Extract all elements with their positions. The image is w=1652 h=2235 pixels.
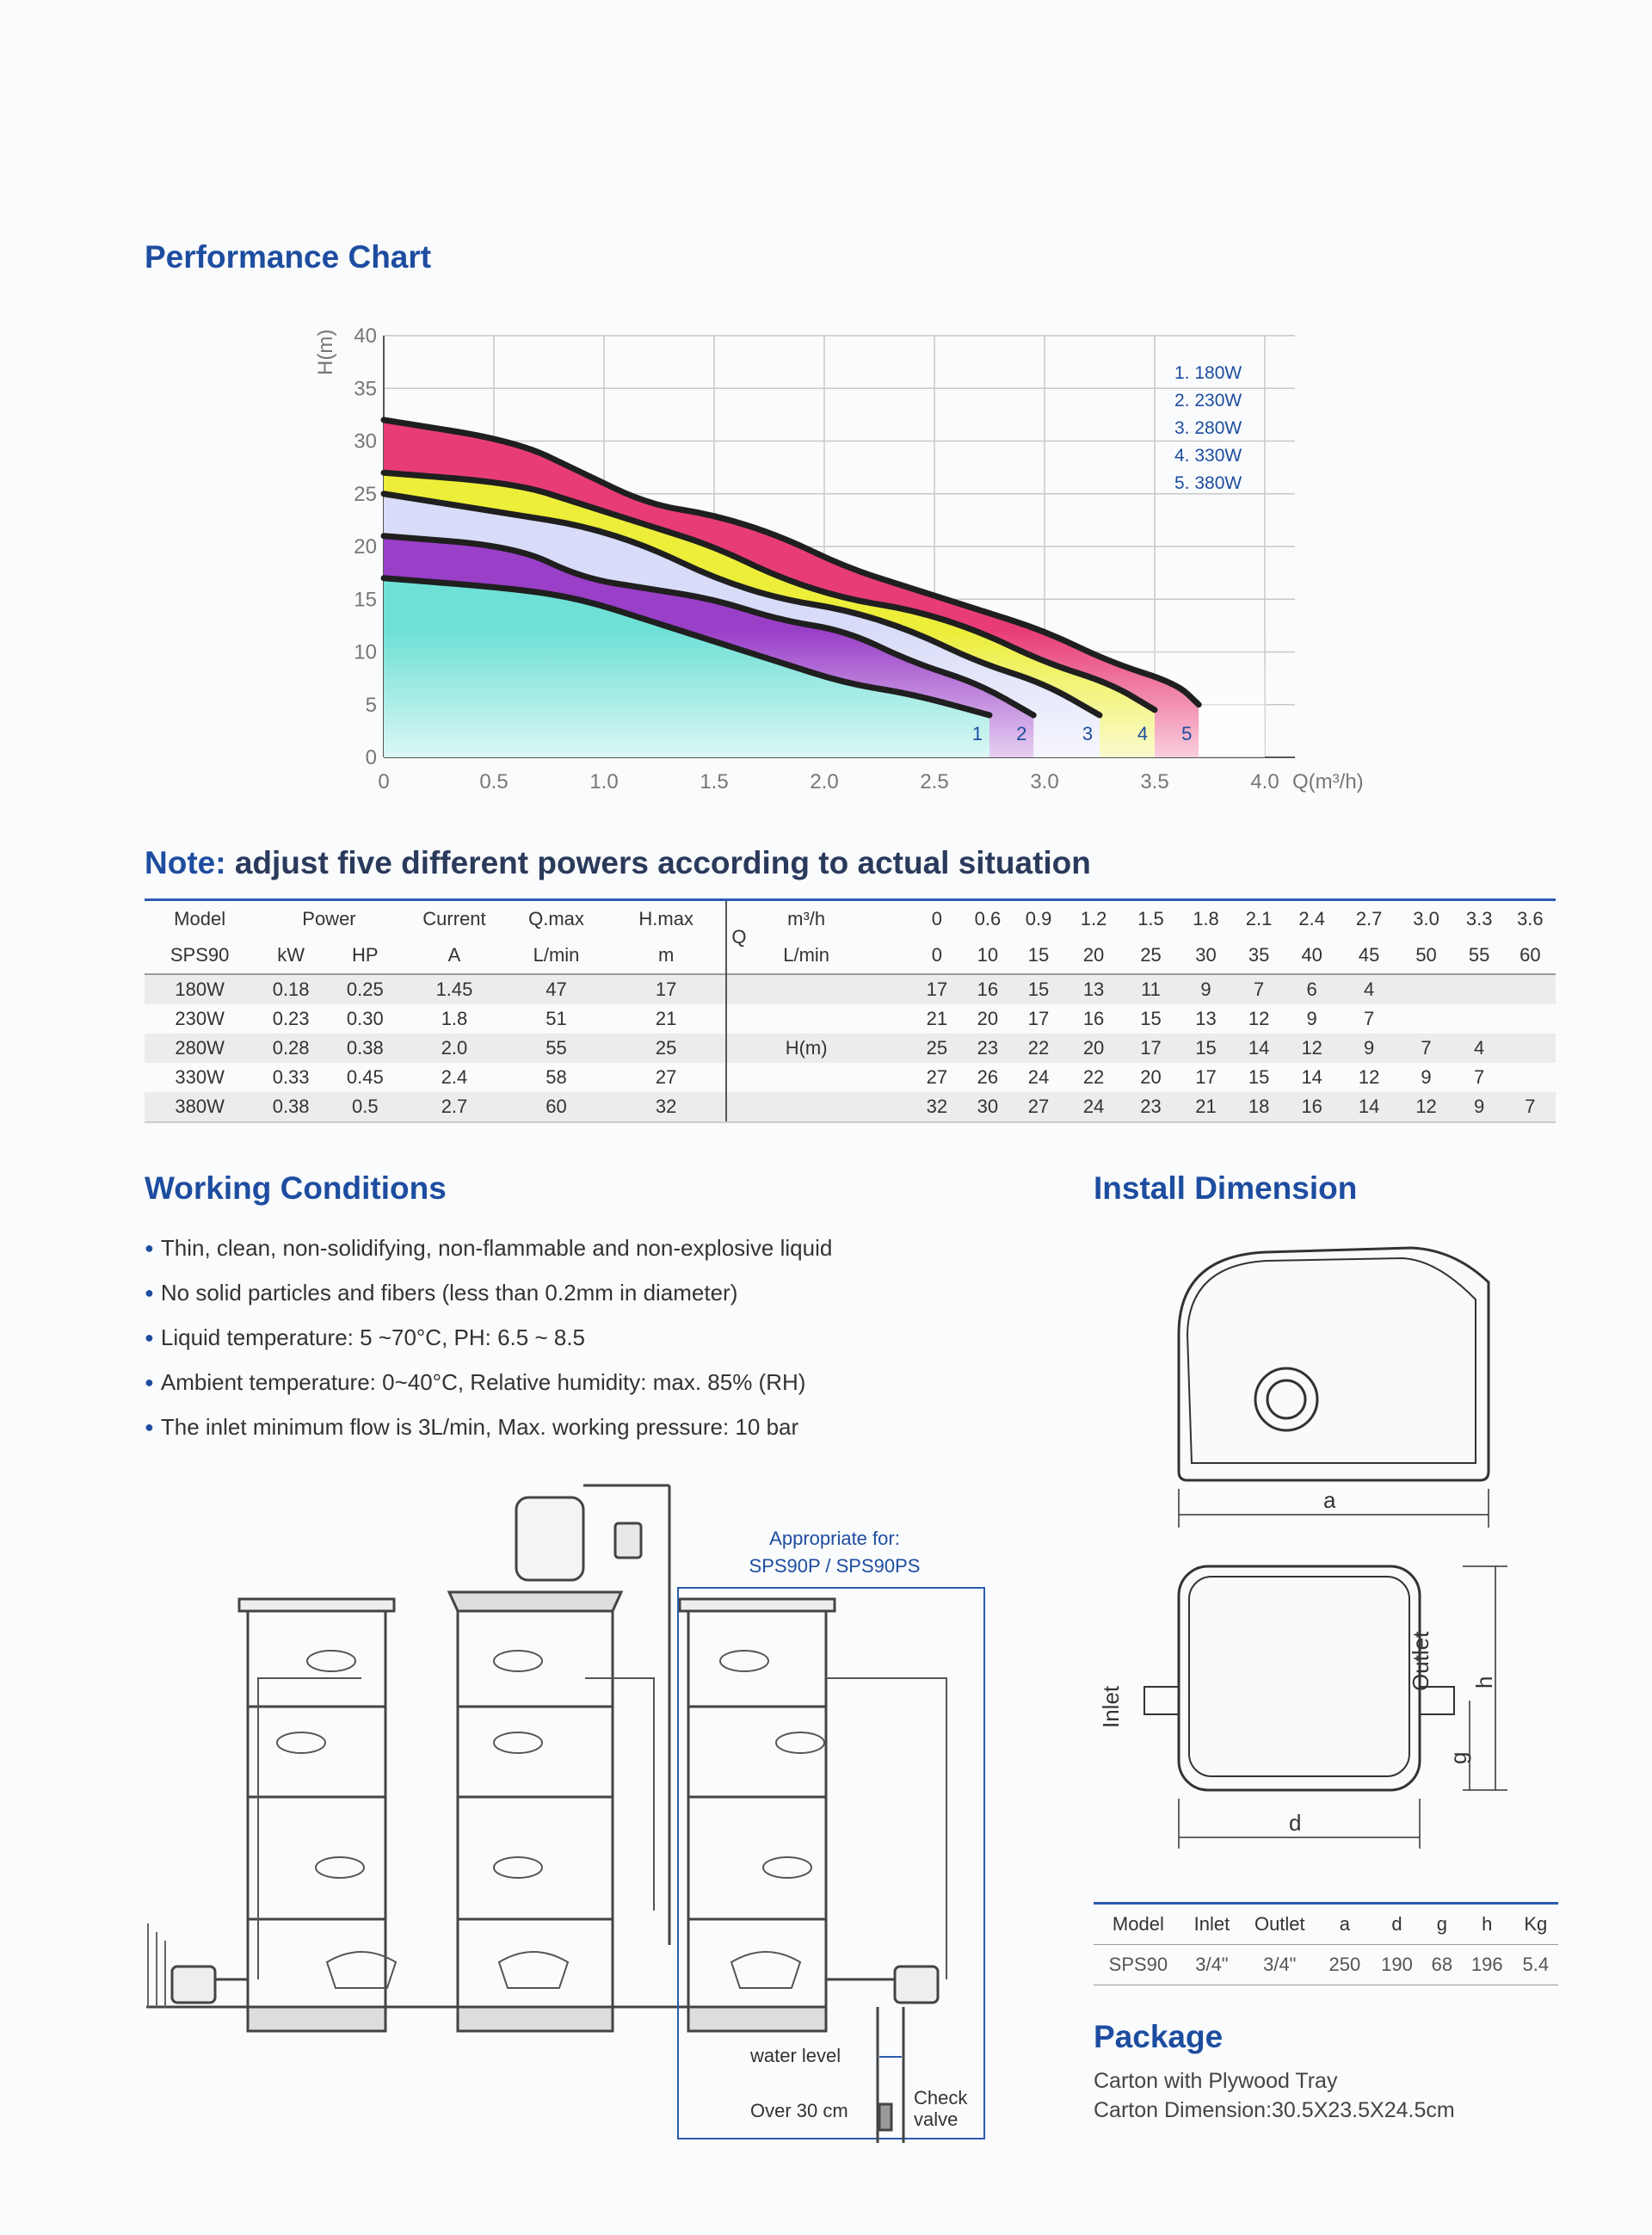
list-item: ● The inlet minimum flow is 3L/min, Max. working pressure: 10 bar <box>145 1410 832 1454</box>
cell-hp: 0.25 <box>327 974 404 1004</box>
table-row <box>145 1034 1556 1063</box>
m3h-value: 1.5 <box>1123 900 1178 938</box>
dim-label-h: h <box>1471 1676 1497 1689</box>
lmin-value: 30 <box>1195 944 1217 966</box>
cell-spacer <box>726 974 752 1004</box>
y-tick-label: 15 <box>354 588 377 612</box>
cell-spacer <box>751 974 861 1004</box>
dim-label-a: a <box>1323 1487 1336 1513</box>
list-item: ● Liquid temperature: 5 ~70°C, PH: 6.5 ~ 8.5 <box>145 1320 832 1365</box>
cell-model: 330W <box>175 1066 225 1088</box>
chart-legend <box>1174 363 1242 493</box>
th-hp: HP <box>352 944 379 966</box>
th-m: m <box>657 944 675 966</box>
dim-value: 250 <box>1319 1945 1372 1985</box>
lmin-value: 25 <box>1140 944 1162 966</box>
x-tick-label: 3.0 <box>1030 770 1059 793</box>
dim-label-g: g <box>1446 1751 1471 1764</box>
cell-head-value: 24 <box>1064 1092 1124 1122</box>
appropriate-line2: SPS90P / SPS90PS <box>749 1555 921 1577</box>
cell-head-value: 26 <box>977 1066 999 1088</box>
cell-head-value: 15 <box>1179 1034 1234 1063</box>
cell-head-value: 22 <box>1013 1034 1063 1063</box>
cell-hmax: 27 <box>655 1066 677 1088</box>
valve-label: valve <box>914 2108 959 2130</box>
cell-head-value: 23 <box>962 1034 1013 1063</box>
curve-label: 3 <box>1082 723 1094 744</box>
performance-chart <box>0 0 1652 826</box>
lmin-value: 35 <box>1248 944 1270 966</box>
dim-header: h <box>1461 1904 1513 1945</box>
cell-head-value: 23 <box>1123 1092 1178 1122</box>
spec-table <box>145 898 1556 1123</box>
cell-spacer <box>861 1063 911 1092</box>
cell-head-value <box>1454 974 1505 1004</box>
cell-head-value <box>1399 1004 1454 1034</box>
cell-qmax: 47 <box>505 974 607 1004</box>
dim-header: Inlet <box>1183 1904 1241 1945</box>
legend-item: 2. 230W <box>1174 391 1242 411</box>
curve-label: 5 <box>1181 723 1193 744</box>
cell-head-value: 15 <box>1248 1066 1270 1088</box>
y-tick-label: 40 <box>354 324 377 348</box>
cell-spacer <box>751 1063 861 1092</box>
cell-head-value: 14 <box>1301 1066 1322 1088</box>
installation-illustration <box>138 1463 998 2152</box>
cell-head-value: 9 <box>1454 1092 1505 1122</box>
lmin-value: 0 <box>931 944 942 966</box>
dim-value: 3/4" <box>1183 1945 1241 1985</box>
cell-spacer <box>726 1034 752 1063</box>
cell-hmax: 25 <box>607 1034 726 1063</box>
cell-head-value: 13 <box>1064 974 1124 1004</box>
cell-head-value: 4 <box>1454 1034 1505 1063</box>
table-row <box>145 974 1556 1004</box>
m3h-value: 3.0 <box>1399 900 1454 938</box>
note-line <box>145 845 1091 881</box>
cell-spacer <box>751 1004 861 1034</box>
appropriate-line1: Appropriate for: <box>769 1528 900 1549</box>
y-tick-label: 10 <box>354 640 377 664</box>
cell-hp: 0.5 <box>327 1092 404 1122</box>
cell-head-value <box>1505 974 1556 1004</box>
cell-current: 2.7 <box>404 1092 506 1122</box>
table-row <box>145 1092 1556 1122</box>
dim-header: Model <box>1094 1904 1183 1945</box>
cell-spacer <box>861 974 911 1004</box>
dim-label-outlet: Outlet <box>1408 1631 1433 1691</box>
cell-head-value: 7 <box>1234 974 1285 1004</box>
working-conditions-list <box>145 1231 832 1454</box>
lmin-value: 60 <box>1519 944 1541 966</box>
y-tick-label: 30 <box>354 429 377 454</box>
cell-head-value: 6 <box>1285 974 1340 1004</box>
dim-header: Kg <box>1513 1904 1558 1945</box>
cell-hp: 0.38 <box>327 1034 404 1063</box>
cell-head-value: 7 <box>1505 1092 1556 1122</box>
curve-label: 2 <box>1016 723 1027 744</box>
lmin-value: 40 <box>1301 944 1322 966</box>
cell-head-value: 17 <box>1027 1008 1050 1029</box>
dim-value: 68 <box>1423 1945 1461 1985</box>
cell-spacer <box>861 1004 911 1034</box>
cell-head-value: 21 <box>1179 1092 1234 1122</box>
cell-head-value: 7 <box>1363 1008 1375 1029</box>
x-tick-label: 3.5 <box>1140 770 1169 793</box>
cell-head-value: 9 <box>1306 1008 1317 1029</box>
cell-hmax: 21 <box>655 1008 677 1029</box>
cell-head-value: 15 <box>1140 1008 1162 1029</box>
th-qmax: Q.max <box>505 900 607 938</box>
m3h-value: 3.6 <box>1505 900 1556 938</box>
cell-spacer <box>861 1092 911 1122</box>
cell-hmax: 17 <box>607 974 726 1004</box>
dim-value: SPS90 <box>1094 1945 1183 1985</box>
th-hmax: H.max <box>607 900 726 938</box>
cell-kw: 0.33 <box>272 1066 310 1088</box>
dim-header: a <box>1319 1904 1372 1945</box>
cell-head-value: 16 <box>1285 1092 1340 1122</box>
lmin-value: 15 <box>1027 944 1050 966</box>
cell-current: 2.4 <box>441 1066 468 1088</box>
cell-head-value: 16 <box>1082 1008 1105 1029</box>
th-kw: kW <box>277 944 305 966</box>
th-lmin-q: L/min <box>783 944 830 966</box>
note-prefix: Note: <box>145 845 226 880</box>
cell-head-value: 12 <box>1358 1066 1380 1088</box>
cell-spacer <box>861 1034 911 1063</box>
cell-head-value: 16 <box>962 974 1013 1004</box>
dim-header: Outlet <box>1241 1904 1318 1945</box>
m3h-value: 3.3 <box>1454 900 1505 938</box>
cell-head-value: 25 <box>911 1034 962 1063</box>
cell-head-value <box>1505 1034 1556 1063</box>
cell-head-value: 9 <box>1421 1066 1432 1088</box>
cell-head-value: 24 <box>1027 1066 1050 1088</box>
cell-head-value: 21 <box>926 1008 948 1029</box>
m3h-value: 1.8 <box>1179 900 1234 938</box>
cell-head-value: 15 <box>1013 974 1063 1004</box>
cell-head-value <box>1454 1004 1505 1034</box>
cell-spacer <box>726 1004 752 1034</box>
y-axis-label: H(m) <box>314 329 337 375</box>
dim-value: 190 <box>1371 1945 1423 1985</box>
x-tick-label: 2.5 <box>920 770 949 793</box>
cell-head-value: 9 <box>1179 974 1234 1004</box>
x-tick-label: 1.5 <box>700 770 729 793</box>
lmin-value: 55 <box>1468 944 1490 966</box>
cell-qmax: 51 <box>546 1008 567 1029</box>
cell-current: 1.8 <box>441 1008 468 1029</box>
legend-item: 3. 280W <box>1174 418 1242 438</box>
cell-model: 180W <box>145 974 255 1004</box>
pump-dimension-drawing <box>1084 1231 1532 1868</box>
y-tick-label: 5 <box>365 693 377 717</box>
cell-spacer <box>726 1092 752 1122</box>
cell-head-value: 30 <box>962 1092 1013 1122</box>
legend-item: 1. 180W <box>1174 363 1242 383</box>
cell-head-value: 13 <box>1195 1008 1217 1029</box>
dim-label-d: d <box>1289 1810 1302 1836</box>
x-tick-label: 2.0 <box>810 770 839 793</box>
cell-head-value: 14 <box>1340 1092 1399 1122</box>
cell-kw: 0.23 <box>272 1008 310 1029</box>
cell-head-value: 12 <box>1285 1034 1340 1063</box>
cell-head-value: 27 <box>926 1066 948 1088</box>
lmin-value: 20 <box>1082 944 1105 966</box>
th-q: Q <box>726 900 752 975</box>
cell-hmax: 32 <box>607 1092 726 1122</box>
cell-head-value: 20 <box>1140 1066 1162 1088</box>
cell-head-value: 20 <box>1064 1034 1124 1063</box>
cell-head-value: 7 <box>1474 1066 1485 1088</box>
cell-hm-label: H(m) <box>751 1034 861 1063</box>
performance-chart-title: Performance Chart <box>145 239 432 275</box>
cell-head-value: 11 <box>1123 974 1178 1004</box>
th-model: Model <box>145 900 255 938</box>
m3h-value: 0.6 <box>962 900 1013 938</box>
install-dimension-title: Install Dimension <box>1094 1170 1358 1206</box>
cell-hp: 0.45 <box>346 1066 384 1088</box>
lmin-value: 45 <box>1358 944 1380 966</box>
dim-header: d <box>1371 1904 1423 1945</box>
th-power: Power <box>255 900 403 938</box>
legend-item: 4. 330W <box>1174 446 1242 466</box>
cell-model: 280W <box>145 1034 255 1063</box>
th-m3h: m³/h <box>751 900 861 938</box>
check-label: Check <box>914 2087 968 2108</box>
cell-head-value: 4 <box>1340 974 1399 1004</box>
cell-kw: 0.18 <box>255 974 327 1004</box>
cell-model: 380W <box>145 1092 255 1122</box>
cell-head-value: 18 <box>1234 1092 1285 1122</box>
dim-value: 3/4" <box>1241 1945 1318 1985</box>
cell-kw: 0.38 <box>255 1092 327 1122</box>
dim-header: g <box>1423 1904 1461 1945</box>
cell-head-value: 14 <box>1234 1034 1285 1063</box>
cell-head-value: 17 <box>911 974 962 1004</box>
m3h-value: 2.1 <box>1234 900 1285 938</box>
m3h-value: 0 <box>911 900 962 938</box>
x-tick-label: 0.5 <box>479 770 509 793</box>
x-tick-label: 1.0 <box>589 770 619 793</box>
cell-qmax: 58 <box>546 1066 567 1088</box>
cell-current: 1.45 <box>404 974 506 1004</box>
over-30cm-label: Over 30 cm <box>750 2100 848 2121</box>
dim-value: 5.4 <box>1513 1945 1558 1985</box>
cell-model: 230W <box>175 1008 225 1029</box>
cell-head-value: 17 <box>1123 1034 1178 1063</box>
cell-head-value: 9 <box>1340 1034 1399 1063</box>
m3h-value: 0.9 <box>1013 900 1063 938</box>
working-conditions-title: Working Conditions <box>145 1170 447 1206</box>
cell-kw: 0.28 <box>255 1034 327 1063</box>
cell-head-value <box>1505 1004 1556 1034</box>
legend-item: 5. 380W <box>1174 473 1242 493</box>
y-tick-label: 25 <box>354 482 377 506</box>
cell-current: 2.0 <box>404 1034 506 1063</box>
cell-head-value: 12 <box>1399 1092 1454 1122</box>
note-text: adjust five different powers according to actual situation <box>225 845 1091 880</box>
cell-hp: 0.30 <box>346 1008 384 1029</box>
cell-head-value: 17 <box>1195 1066 1217 1088</box>
cell-head-value <box>1399 974 1454 1004</box>
list-item: ● Thin, clean, non-solidifying, non-flammable and non-explosive liquid <box>145 1231 832 1275</box>
x-axis-label: Q(m³/h) <box>1292 770 1364 793</box>
cell-head-value: 12 <box>1248 1008 1270 1029</box>
y-tick-label: 20 <box>354 535 377 559</box>
list-item: ● No solid particles and fibers (less than 0.2mm in diameter) <box>145 1275 832 1320</box>
m3h-value: 2.4 <box>1285 900 1340 938</box>
package-title: Package <box>1094 2019 1224 2054</box>
th-a: A <box>447 944 461 966</box>
cell-head-value: 27 <box>1013 1092 1063 1122</box>
lmin-value: 50 <box>1415 944 1437 966</box>
cell-head-value: 22 <box>1082 1066 1105 1088</box>
cell-spacer <box>751 1092 861 1122</box>
y-tick-label: 0 <box>365 746 377 769</box>
table-row <box>145 1063 1556 1092</box>
th-sub-model: SPS90 <box>170 944 230 966</box>
th-lmin: L/min <box>533 944 580 966</box>
cell-qmax: 60 <box>505 1092 607 1122</box>
cell-head-value: 20 <box>977 1008 999 1029</box>
th-current: Current <box>404 900 506 938</box>
dimension-table <box>1094 1902 1558 1985</box>
m3h-value: 1.2 <box>1064 900 1124 938</box>
cell-head-value: 32 <box>911 1092 962 1122</box>
y-tick-label: 35 <box>354 377 377 401</box>
cell-qmax: 55 <box>505 1034 607 1063</box>
cell-head-value: 7 <box>1399 1034 1454 1063</box>
package-line1: Carton with Plywood Tray <box>1094 2069 1338 2093</box>
x-tick-label: 0 <box>378 770 390 793</box>
table-row <box>145 1004 1556 1034</box>
curve-label: 4 <box>1137 723 1149 744</box>
m3h-value: 2.7 <box>1340 900 1399 938</box>
list-item: ● Ambient temperature: 0~40°C, Relative humidity: max. 85% (RH) <box>145 1365 832 1410</box>
dim-label-inlet: Inlet <box>1098 1685 1124 1728</box>
water-level-label: water level <box>750 2045 841 2066</box>
cell-spacer <box>726 1063 752 1092</box>
lmin-value: 10 <box>977 944 999 966</box>
x-tick-label: 4.0 <box>1250 770 1279 793</box>
package-line2: Carton Dimension:30.5X23.5X24.5cm <box>1094 2098 1455 2122</box>
cell-head-value <box>1505 1063 1556 1092</box>
dim-value: 196 <box>1461 1945 1513 1985</box>
curve-label: 1 <box>971 723 983 744</box>
